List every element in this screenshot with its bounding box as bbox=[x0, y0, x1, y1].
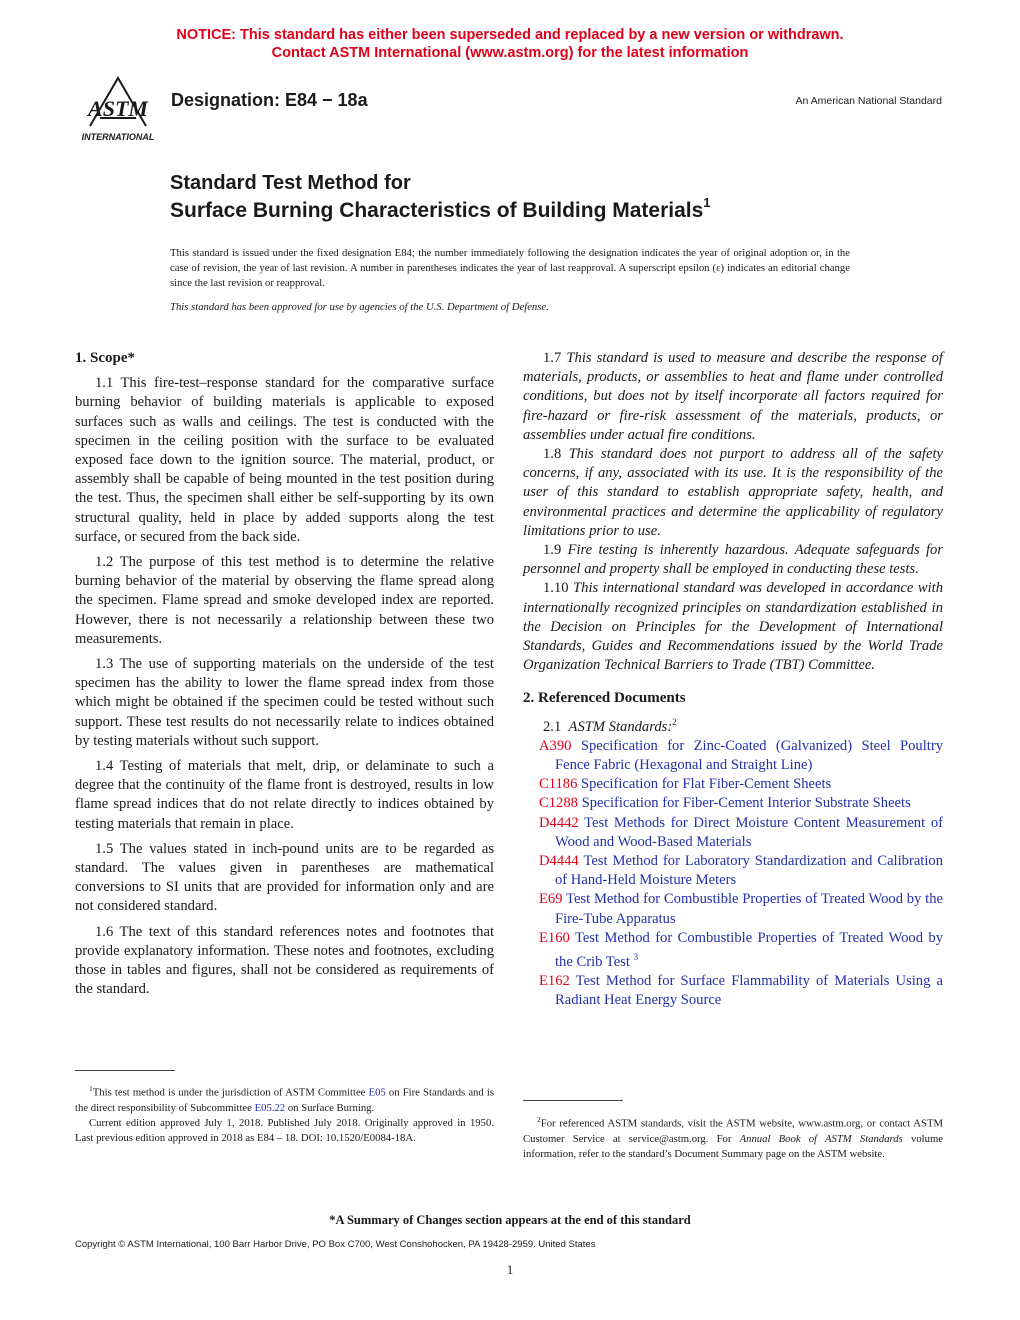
reference-link-e69[interactable] bbox=[523, 890, 943, 928]
reference-code: C1186 bbox=[539, 776, 578, 793]
page-number: 1 bbox=[506, 1262, 514, 1277]
title-footnote-mark: 1 bbox=[703, 195, 711, 210]
footnote-2-text bbox=[523, 1112, 943, 1162]
paragraph-number: 1.9 bbox=[543, 542, 562, 559]
footnote-text: on Surface Burning. bbox=[287, 1101, 375, 1114]
paragraph-1-9 bbox=[523, 541, 943, 579]
reference-title: Test Methods for Direct Moisture Content Measurement of Wood and Wood-Based Materials bbox=[555, 814, 943, 850]
footnote-divider-right bbox=[523, 1100, 623, 1101]
paragraph-number: 1.10 bbox=[543, 580, 569, 597]
paragraph-text: This international standard was developed in accordance with internationally recognized principles on standardization established in the Decision on Principles for the Development of International Standards, Guides and Recommendations issued by the World Trade Organization Technical Barriers to Trade (TBT) Committee. bbox=[523, 580, 943, 674]
logo-text: ASTM bbox=[88, 96, 148, 121]
reference-title: Specification for Flat Fiber-Cement Sheets bbox=[581, 776, 832, 793]
paragraph-text: This standard is used to measure and describe the response of materials, products, or assemblies to heat and flame under controlled conditions, but does not by itself incorporate all factors required for fire-hazard or fire-risk assessment of the materials, products, or assemblies under actual fire conditions. bbox=[523, 350, 943, 443]
reference-footnote-mark: 3 bbox=[633, 951, 639, 962]
paragraph-text: Fire testing is inherently hazardous. Adequate safeguards for personnel and property shall be employed in conducting these tests. bbox=[523, 542, 943, 578]
reference-title: Test Method for Combustible Properties of Treated Wood by the Fire-Tube Apparatus bbox=[555, 891, 944, 927]
logo-subtext: INTERNATIONAL bbox=[81, 132, 155, 142]
paragraph-1-10 bbox=[523, 579, 943, 675]
subsection-label: ASTM Standards: bbox=[568, 718, 673, 735]
reference-code: C1288 bbox=[539, 795, 578, 812]
summary-of-changes-note: *A Summary of Changes section appears at the end of this standard bbox=[329, 1213, 691, 1227]
reference-code: E160 bbox=[539, 929, 570, 946]
paragraph-1-7 bbox=[523, 349, 943, 445]
reference-title: Test Method for Laboratory Standardization and Calibration of Hand-Held Moisture Meters bbox=[555, 852, 943, 889]
footnote-1 bbox=[75, 1081, 494, 1146]
reference-link-e160[interactable] bbox=[523, 929, 943, 972]
reference-title: Test Method for Combustible Properties of Treated Wood by the Crib Test bbox=[555, 929, 943, 970]
reference-code: D4442 bbox=[539, 814, 579, 831]
notice-line-2: Contact ASTM International (www.astm.org) for the latest information bbox=[271, 45, 749, 61]
paragraph-1-8 bbox=[523, 445, 943, 541]
section-heading-referenced-documents: 2. Referenced Documents bbox=[523, 690, 686, 707]
issuance-statement: This standard is issued under the fixed designation E84; the number immediately following the designation indicates the year of original adoption or, in the case of revision, the year of last revision. A number in parentheses indicates the year of last reapproval. A superscript epsilon (ε) indicates an editorial change since the last revision or reapproval. bbox=[170, 247, 850, 289]
copyright: Copyright © ASTM International, 100 Barr Harbor Drive, PO Box C700, West Conshohocken, PA 19428-2959. United States bbox=[75, 1239, 596, 1250]
title-main: Surface Burning Characteristics of Building Materials bbox=[170, 199, 704, 222]
footnote-text: volume information, refer to the standard’s Document Summary page on the ASTM website. bbox=[523, 1132, 944, 1160]
title-line-1: Standard Test Method for bbox=[170, 172, 411, 194]
designation: Designation: E84 − 18a bbox=[171, 90, 368, 110]
paragraph-number: 1.8 bbox=[543, 446, 562, 463]
committee-link[interactable]: E05 bbox=[368, 1086, 386, 1099]
reference-link-c1288[interactable] bbox=[523, 794, 943, 813]
reference-title: Specification for Fiber-Cement Interior Substrate Sheets bbox=[581, 795, 911, 812]
reference-code: E162 bbox=[539, 973, 570, 990]
footnote-divider-left bbox=[75, 1070, 175, 1071]
footnote-1-jurisdiction bbox=[75, 1081, 494, 1116]
footnote-mark: 1 bbox=[89, 1084, 93, 1093]
footnote-mark: 2 bbox=[537, 1115, 541, 1124]
notice-line-1: NOTICE: This standard has either been superseded and replaced by a new version or withdrawn. bbox=[176, 27, 844, 43]
paragraph-text: This standard does not purport to address all of the safety concerns, if any, associated with its use. It is the responsibility of the user of this standard to establish appropriate safety, health, and environmental practices and determine the applicability of regulatory limitations prior to use. bbox=[523, 446, 943, 539]
reference-code: E69 bbox=[539, 891, 563, 908]
section-heading-scope: 1. Scope* bbox=[75, 350, 135, 366]
right-column bbox=[523, 349, 943, 1010]
reference-title: Specification for Zinc-Coated (Galvanized) Steel Poultry Fence Fabric (Hexagonal and Straight Line) bbox=[555, 737, 943, 773]
reference-link-d4442[interactable] bbox=[523, 814, 943, 852]
footnote-1-edition: Current edition approved July 1, 2018. Published July 2018. Originally approved in 1950. Last previous edition approved in 2018 as E84 – 18. DOI: 10.1520/E0084-18A. bbox=[75, 1116, 494, 1144]
reference-link-e162[interactable] bbox=[523, 972, 943, 1010]
footnote-text: This test method is under the jurisdiction of ASTM Committee bbox=[92, 1086, 366, 1099]
left-column bbox=[75, 349, 494, 1006]
astm-logo-icon bbox=[74, 74, 162, 144]
reference-link-c1186[interactable] bbox=[523, 775, 943, 794]
reference-code: A390 bbox=[539, 737, 572, 754]
subsection-number: 2.1 bbox=[543, 718, 562, 735]
reference-link-d4444[interactable] bbox=[523, 852, 943, 890]
paragraph-number: 1.7 bbox=[543, 350, 562, 366]
paragraph-1-4: 1.4 Testing of materials that melt, drip, or delaminate to such a degree that the continuity of the flame front is destroyed, results in low flame spread indices that do not relate directly to indices obtained by testing materials that remain in place. bbox=[75, 758, 494, 832]
paragraph-1-3: 1.3 The use of supporting materials on the underside of the test specimen has the ability to lower the flame spread index from those which might be obtained if the specimen could be tested without such support. These test results do not necessarily relate to indices obtained by testing materials without such support. bbox=[75, 656, 494, 749]
title-line-2 bbox=[170, 197, 711, 223]
subsection-footnote-mark: 2 bbox=[672, 716, 677, 727]
reference-link-a390[interactable] bbox=[523, 737, 943, 775]
reference-list bbox=[523, 737, 943, 1011]
astm-logo bbox=[74, 74, 162, 144]
footnote-2 bbox=[523, 1112, 943, 1162]
astm-standards-subheading bbox=[543, 713, 943, 737]
dod-approval-statement: This standard has been approved for use by agencies of the U.S. Department of Defense. bbox=[170, 301, 549, 313]
paragraph-1-5: 1.5 The values stated in inch-pound units are to be regarded as standard. The values given in parentheses are mathematical conversions to SI units that are provided for information only and are not considered standard. bbox=[75, 840, 494, 915]
footnote-text: For referenced ASTM standards, visit the ASTM website, www.astm.org, or contact ASTM Customer Service at service@astm.org. For bbox=[523, 1117, 943, 1145]
withdrawn-notice bbox=[0, 26, 1020, 62]
american-national-standard: An American National Standard bbox=[795, 95, 942, 107]
footnote-italic: Annual Book of ASTM Standards bbox=[739, 1132, 903, 1145]
footnote-text: on Fire Standards and is the direct responsibility of Subcommittee bbox=[75, 1086, 494, 1114]
reference-code: D4444 bbox=[539, 852, 579, 869]
subcommittee-link[interactable]: E05.22 bbox=[254, 1101, 286, 1114]
reference-title: Test Method for Surface Flammability of Materials Using a Radiant Heat Energy Source bbox=[555, 973, 943, 1009]
paragraph-1-1: 1.1 This fire-test–response standard for the comparative surface burning behavior of building materials is applicable to exposed surfaces such as walls and ceilings. The test is conducted with the specimen in the ceiling position with the surface to be evaluated exposed face down to the ignition source. The material, product, or assembly shall be capable of being mounted in the test position during the test. Thus, the specimen shall either be self-supporting by its own structural quality, held in place by added supports along the test surface, or secured from the back side. bbox=[75, 375, 494, 545]
paragraph-1-6: 1.6 The text of this standard references notes and footnotes that provide explanatory information. These notes and footnotes, excluding those in tables and figures, shall not be considered as requirements of the standard. bbox=[75, 923, 494, 998]
paragraph-1-2: 1.2 The purpose of this test method is to determine the relative burning behavior of the material by observing the flame spread along the specimen. Flame spread and smoke developed index are reported. However, there is not necessarily a relationship between these two measurements. bbox=[75, 554, 494, 647]
